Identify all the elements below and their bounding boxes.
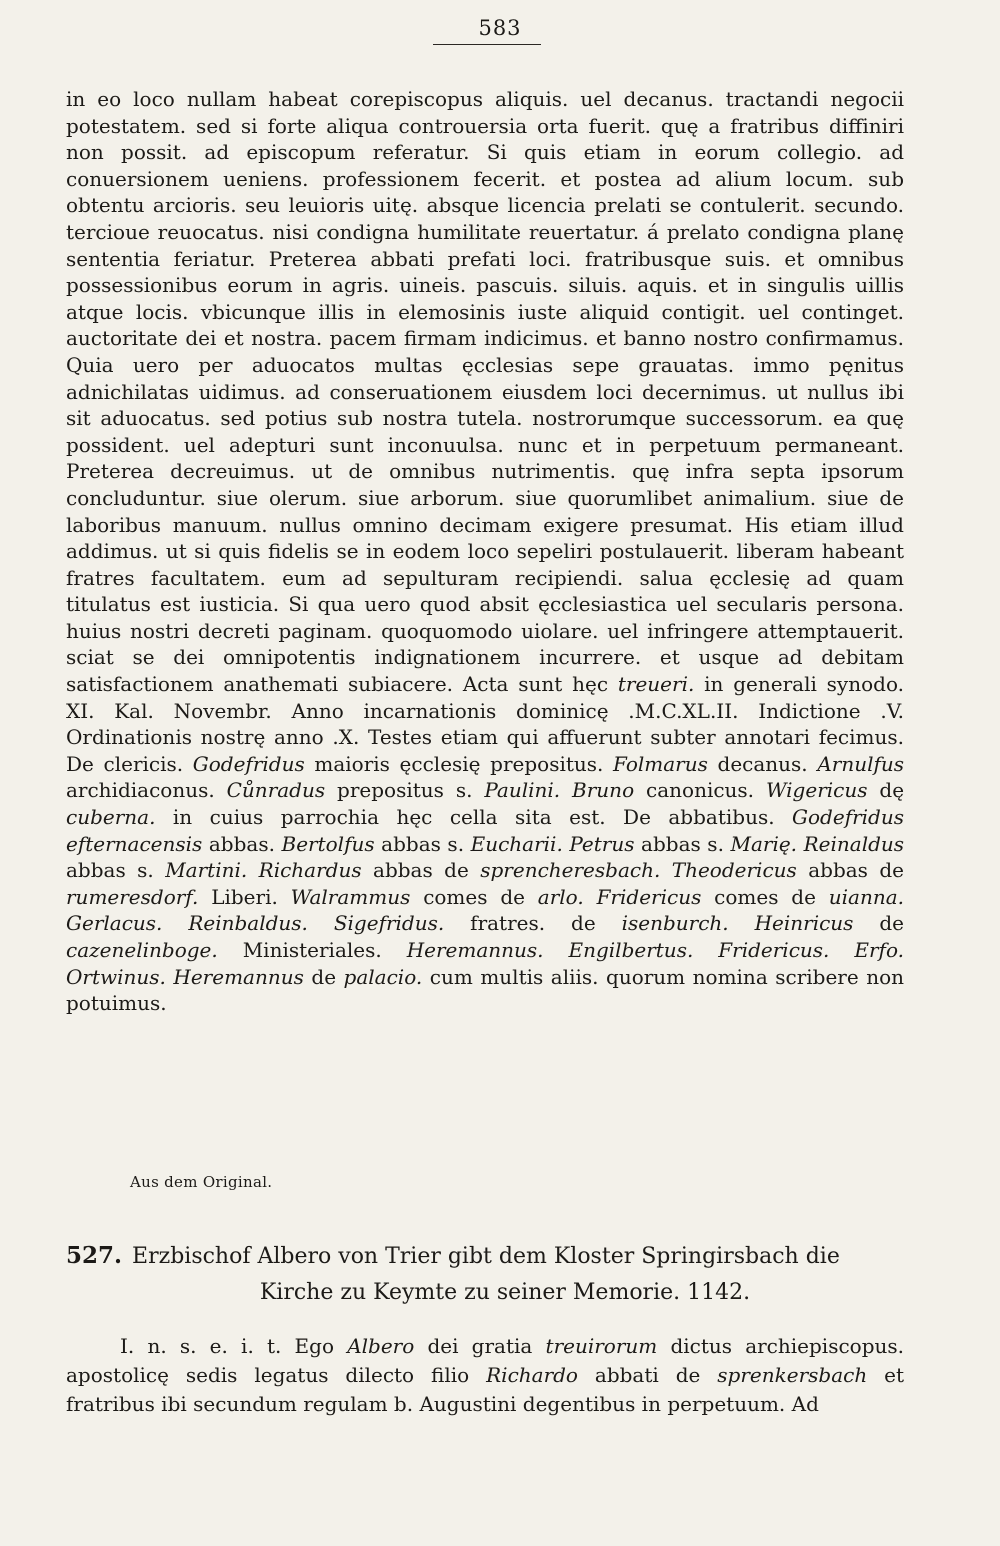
- document-body-part: abbati de: [594, 1363, 701, 1387]
- place-name: Marię.: [730, 831, 798, 856]
- document-body: [66, 1332, 904, 1419]
- charter-text-part: in eo loco nullam habeat corepiscopus aliquis. uel decanus. tractandi negocii potestatem. sed si forte aliqua controuersia orta fuerit. quę a fratribus diffiniri non possit. ad episcopum referatur. Si quis etiam in eorum collegio. ad conuersionem ueniens. professionem fecerit. et postea ad alium locum. sub obtentu arcioris. seu leuioris uitę. absque licencia prelati se contulerit. secundo. tercioue reuocatus. nisi condigna humilitate reuertatur. á prelato condigna planę sententia feriatur. Preterea abbati prefati loci. fratribusque suis. et omnibus possessionibus eorum in agris. uineis. pascuis. siluis. aquis. et in singulis uillis atque locis. vbicunque illis in elemosinis iuste aliquid contigit. uel continget. auctoritate dei et nostra. pacem firmam indicimus. et banno nostro confirmamus. Quia uero per aduocatos multas ęcclesias sepe grauatas. immo pęnitus adnichilatas uidimus. ad conseruationem eiusdem loci decernimus. ut nullus ibi sit aduocatus. sed potius sub nostra tutela. nostrorumque successorum. ea quę possident. uel adepturi sunt inconuulsa. nunc et in perpetuum permaneant. Preterea decreuimus. ut de omnibus nutrimentis. quę infra septa ipsorum concluduntur. siue olerum. siue arborum. siue quorumlibet animalium. siue de laboribus manuum. nullus omnino decimam exigere presumat. His etiam illud addimus. ut si quis fidelis se in eodem loco sepeliri postulauerit. liberam habeant fratres facultatem. eum ad sepulturam recipiendi. salua ęcclesię ad quam titulatus est iusticia. Si qua uero quod absit ęcclesiastica uel secularis persona. huius nostri decreti paginam. quoquomodo uiolare. uel infringere attemptauerit. sciat se dei omnipotentis indignationem incurrere. et usque ad debitam satisfactionem anathemati subiacere. Acta sunt hęc: [66, 87, 904, 697]
- person-name: Cůnradus: [226, 778, 326, 803]
- place-name: rumeresdorf.: [66, 884, 199, 909]
- person-name: Walrammus: [290, 884, 411, 909]
- charter-text-part: de: [879, 911, 904, 936]
- person-name: Bruno: [572, 778, 635, 803]
- person-name: Arnulfus: [817, 751, 905, 776]
- place-name: cuberna.: [66, 805, 156, 830]
- person-name: Petrus: [569, 831, 635, 856]
- charter-text-part: comes de: [714, 884, 816, 909]
- document-heading-line1: Erzbischof Albero von Trier gibt dem Kloster Springirsbach die: [132, 1244, 840, 1269]
- document-year: 1142.: [687, 1280, 751, 1305]
- charter-text-part: prepositus s.: [337, 778, 473, 803]
- charter-text-part: canonicus.: [646, 778, 755, 803]
- person-name: Theodericus: [671, 858, 797, 883]
- charter-text-part: cum multis aliis. quorum nomina scribere non potuimus.: [66, 964, 905, 1016]
- person-name: Godefridus: [192, 751, 305, 776]
- place-name: palacio.: [343, 964, 423, 989]
- place-name: Eucharii.: [470, 831, 563, 856]
- page-number: 583: [478, 16, 522, 40]
- document-heading-line2-wrap: [66, 1275, 904, 1311]
- charter-text-part: decanus.: [717, 751, 808, 776]
- document-heading: [66, 1238, 904, 1311]
- person-name: Wigericus: [765, 778, 868, 803]
- person-name: Fridericus: [596, 884, 702, 909]
- charter-text-part: abbas de: [373, 858, 469, 883]
- person-name: Heinricus: [754, 911, 854, 936]
- charter-text-part: abbas de: [808, 858, 904, 883]
- document-number: 527.: [66, 1242, 123, 1269]
- place-name: isenburch.: [621, 911, 729, 936]
- charter-text-part: in cuius parrochia hęc cella sita est. De abbatibus.: [172, 805, 775, 830]
- document-body-part: I. n. s. e. i. t. Ego: [120, 1334, 334, 1358]
- charter-text-part: de: [311, 964, 337, 989]
- person-name: Folmarus: [613, 751, 708, 776]
- document-body-part: dei gratia: [427, 1334, 533, 1358]
- charter-text-part: abbas s.: [66, 858, 154, 883]
- person-name: Bertolfus: [281, 831, 375, 856]
- charter-text: [66, 86, 904, 1017]
- place-name: Martini.: [165, 858, 248, 883]
- charter-text-part: dę: [879, 778, 905, 803]
- place-name: Paulini.: [484, 778, 561, 803]
- place-name: treuirorum: [545, 1334, 658, 1358]
- charter-text-part: Liberi.: [211, 884, 278, 909]
- place-name: cazenelinboge.: [66, 938, 218, 962]
- place-name: uianna.: [828, 884, 905, 909]
- place-treueri: treueri.: [617, 672, 695, 697]
- charter-text-part: in generali synodo. XI. Kal. Novembr. Anno incarnationis dominicę .M.C.XL.II. Indictione .V. Ordinationis nostrę anno .X. Testes etiam qui affuerunt subter annotari fecimus. De clericis.: [66, 672, 904, 776]
- person-name: Godefridus efternacensis: [66, 805, 904, 856]
- person-names: Heremannus. Engilbertus. Fridericus. Erfo. Ortwinus. Heremannus: [66, 938, 904, 989]
- charter-text-part: maioris ęcclesię prepositus.: [314, 751, 604, 776]
- person-names: Gerlacus. Reinbaldus. Sigefridus.: [66, 911, 445, 936]
- charter-text-part: fratres. de: [470, 911, 596, 936]
- place-name: sprencheresbach.: [480, 858, 661, 883]
- charter-text-part: abbas s.: [381, 831, 465, 856]
- source-note: Aus dem Original.: [130, 1173, 273, 1191]
- place-name: arlo.: [537, 884, 584, 909]
- page-number-rule: [433, 44, 541, 45]
- charter-text-part: archidiaconus.: [66, 778, 215, 803]
- document-heading-line2: Kirche zu Keymte zu seiner Memorie.: [259, 1280, 681, 1305]
- charter-text-part: abbas s.: [641, 831, 724, 856]
- document-body-part: dictus archiepiscopus. apostolicę sedis legatus dilecto filio: [66, 1334, 905, 1387]
- person-name: Albero: [347, 1334, 415, 1358]
- place-name: sprenkersbach: [717, 1363, 868, 1387]
- person-name: Richardus: [258, 858, 362, 883]
- person-name: Reinaldus: [803, 831, 905, 856]
- charter-text-part: abbas.: [208, 831, 275, 856]
- person-name: Richardo: [486, 1363, 578, 1387]
- charter-text-part: Ministeriales.: [242, 938, 382, 962]
- document-body-part: et fratribus ibi secundum regulam b. Augustini degentibus in perpetuum. Ad: [66, 1363, 905, 1416]
- charter-text-part: comes de: [423, 884, 525, 909]
